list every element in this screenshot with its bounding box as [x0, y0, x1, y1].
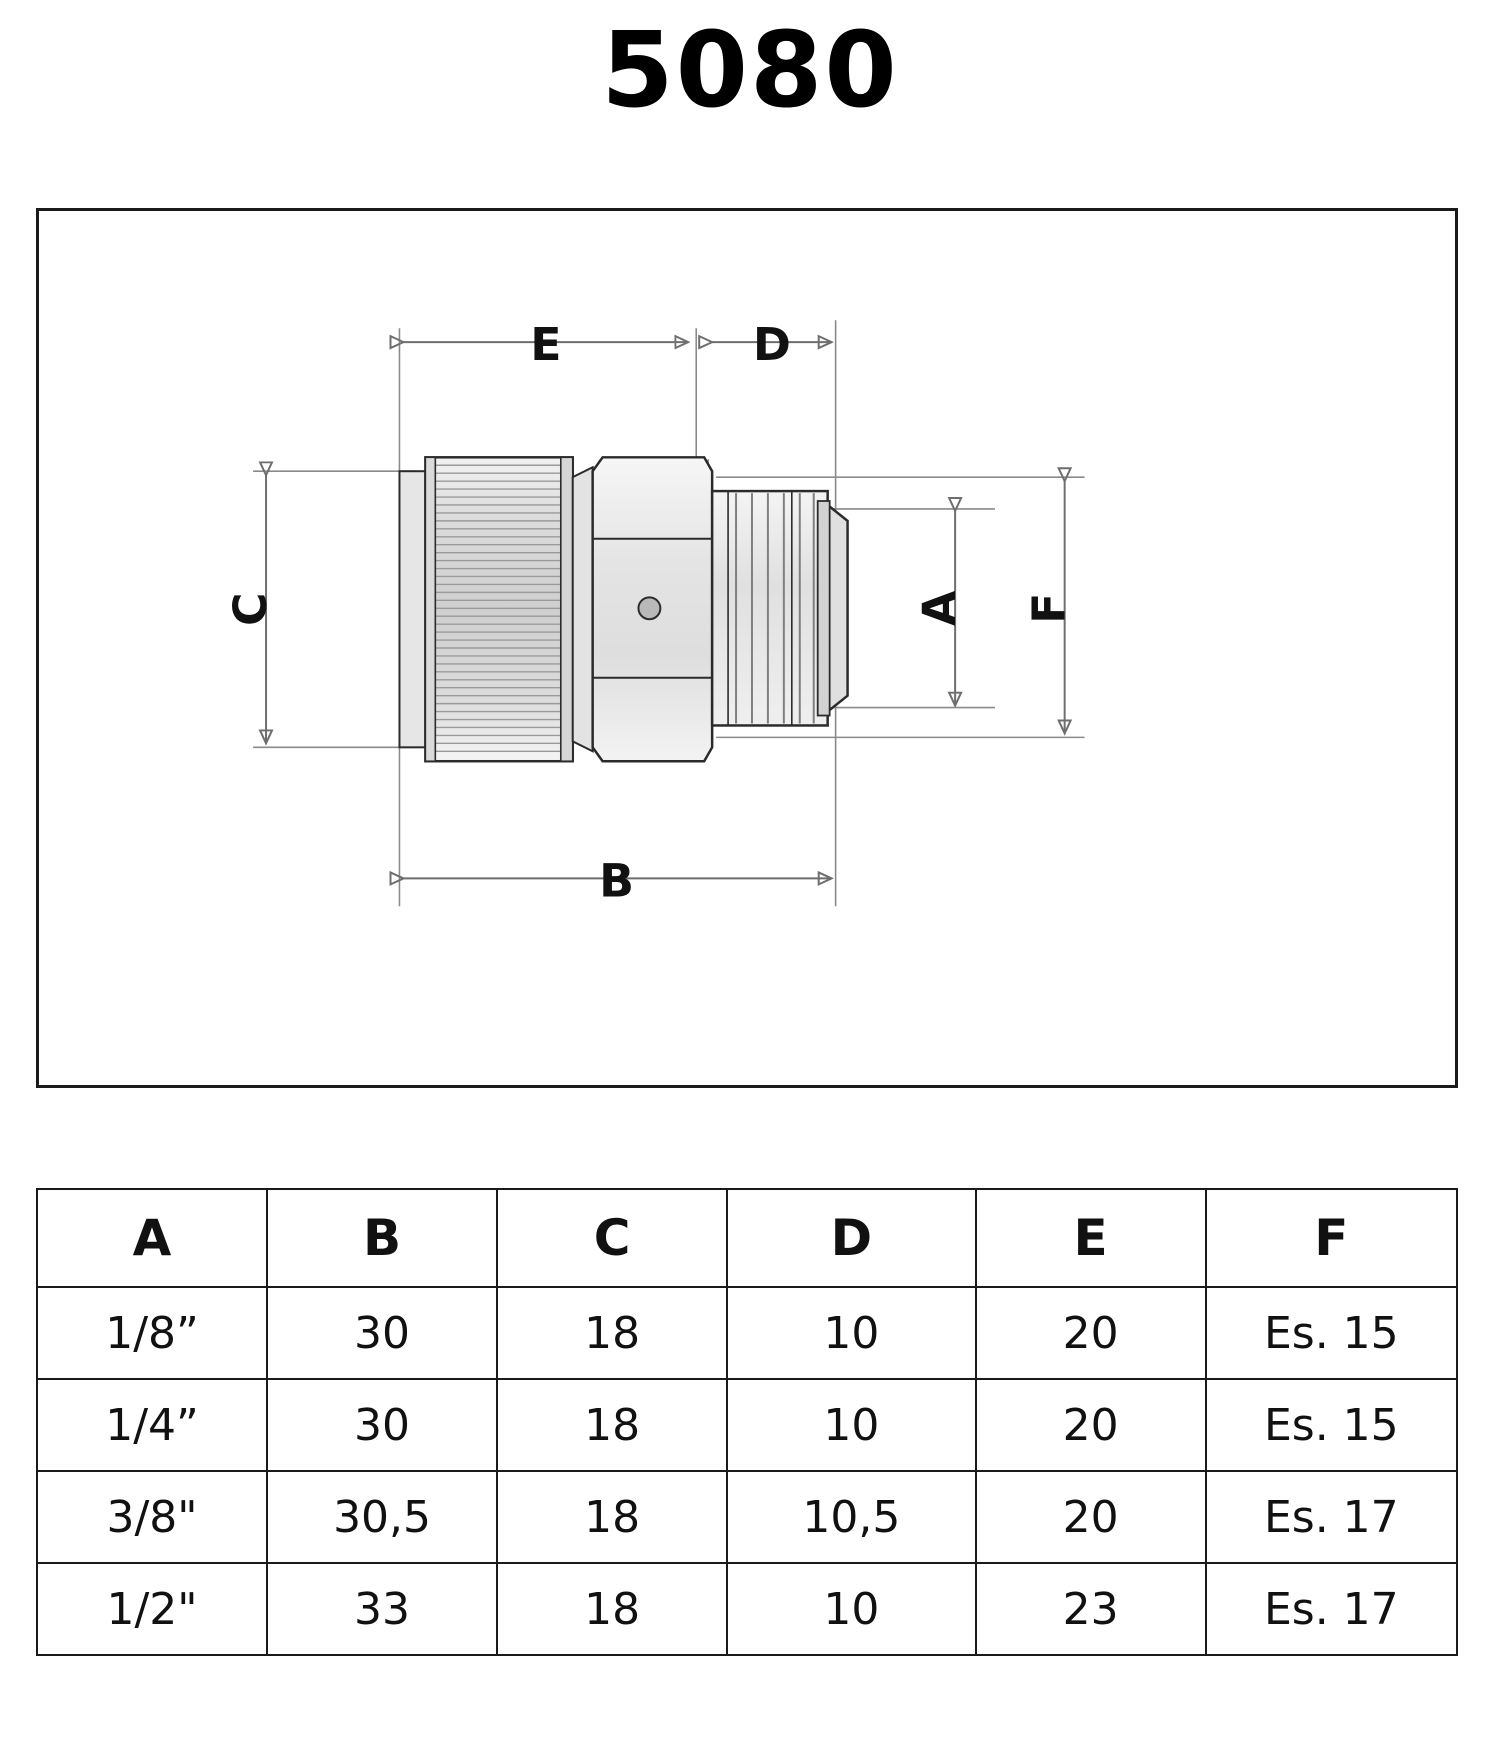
- column-header-a: A: [37, 1189, 267, 1287]
- cell-d: 10: [727, 1563, 976, 1655]
- dimension-E: [403, 318, 688, 371]
- cell-f: Es. 15: [1206, 1287, 1457, 1379]
- cell-e: 20: [976, 1379, 1206, 1471]
- left-collar: [399, 471, 425, 747]
- column-header-b: B: [267, 1189, 497, 1287]
- cell-c: 18: [497, 1563, 727, 1655]
- cell-d: 10: [727, 1287, 976, 1379]
- threaded-section: [712, 491, 828, 725]
- knurled-barrel: [425, 457, 572, 761]
- drawing-frame: [36, 208, 1458, 1088]
- barrel-left-edge: [425, 457, 435, 761]
- column-header-f: F: [1206, 1189, 1457, 1287]
- dimension-F: [1023, 481, 1076, 733]
- cell-b: 30,5: [267, 1471, 497, 1563]
- specification-table: [36, 1188, 1458, 1656]
- column-header-e: E: [976, 1189, 1206, 1287]
- cell-b: 30: [267, 1287, 497, 1379]
- cell-f: Es. 17: [1206, 1471, 1457, 1563]
- cell-f: Es. 15: [1206, 1379, 1457, 1471]
- dimension-A: [913, 511, 966, 706]
- nose-ring: [818, 501, 830, 716]
- cell-c: 18: [497, 1287, 727, 1379]
- nose-taper: [828, 505, 848, 712]
- cell-e: 20: [976, 1287, 1206, 1379]
- table-row: [37, 1563, 1457, 1655]
- cell-a: 1/8”: [37, 1287, 267, 1379]
- column-header-d: D: [727, 1189, 976, 1287]
- dimension-label-E: E: [530, 318, 562, 371]
- cell-e: 20: [976, 1471, 1206, 1563]
- dimension-label-C: C: [223, 592, 278, 627]
- barrel-right-edge: [561, 457, 573, 761]
- cell-d: 10,5: [727, 1471, 976, 1563]
- dimension-label-A: A: [913, 590, 967, 626]
- shoulder: [573, 467, 593, 751]
- cell-b: 30: [267, 1379, 497, 1471]
- technical-drawing: [39, 211, 1455, 1085]
- cell-a: 3/8": [37, 1471, 267, 1563]
- table-row: [37, 1471, 1457, 1563]
- dimension-C: [224, 475, 277, 743]
- dimension-label-B: B: [599, 854, 635, 908]
- cell-e: 23: [976, 1563, 1206, 1655]
- cell-b: 33: [267, 1563, 497, 1655]
- column-header-c: C: [497, 1189, 727, 1287]
- cell-c: 18: [497, 1471, 727, 1563]
- part-assembly: [399, 457, 847, 761]
- cell-a: 1/2": [37, 1563, 267, 1655]
- cell-f: Es. 17: [1206, 1563, 1457, 1655]
- table-header-row: [37, 1189, 1457, 1287]
- table-row: [37, 1287, 1457, 1379]
- cell-a: 1/4”: [37, 1379, 267, 1471]
- dimension-D: [712, 318, 831, 371]
- cell-c: 18: [497, 1379, 727, 1471]
- page-title: 5080: [601, 9, 899, 131]
- dimension-B: [403, 854, 831, 907]
- cell-d: 10: [727, 1379, 976, 1471]
- port-hole: [638, 597, 660, 619]
- table-row: [37, 1379, 1457, 1471]
- dimension-label-F: F: [1022, 592, 1076, 624]
- dimension-label-D: D: [752, 318, 791, 371]
